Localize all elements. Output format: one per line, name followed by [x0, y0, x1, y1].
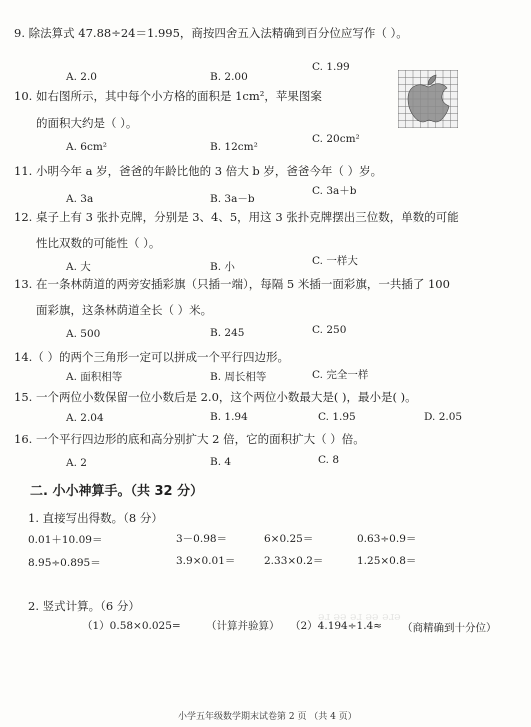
apple-grid-figure	[398, 70, 458, 128]
section-2-part2-heading: 2. 竖式计算。（6 分）	[28, 599, 140, 613]
section-2-title: 二. 小小神算手。（共 32 分）	[30, 484, 204, 499]
q9-option-b[interactable]: B. 2.00	[210, 71, 248, 83]
mental-calc-2-3: 2.33×0.2＝	[264, 555, 324, 567]
q10-option-b[interactable]: B. 12cm²	[210, 141, 258, 153]
q13-option-b[interactable]: B. 245	[210, 327, 245, 339]
q12-stem-line1: 12. 桌子上有 3 张扑克牌，分别是 3、4、5，用这 3 张扑克牌摆出三位数，单数的可能	[14, 210, 459, 224]
q9-option-c[interactable]: C. 1.99	[312, 61, 350, 73]
q13-stem-line1: 13. 在一条林荫道的两旁安插彩旗（只插一端），每隔 5 米插一面彩旗，一共插了 100	[14, 277, 450, 291]
mental-calc-1-4: 0.63÷0.9＝	[357, 533, 417, 545]
bleed-through-text: ǝɹ ǝǝ ǝɹ ǝǝ ǝɹǝ	[318, 610, 401, 623]
q9-stem: 9. 除法算式 47.88÷24＝1.995，商按四舍五入法精确到百分位应写作（ ）。	[14, 26, 408, 40]
q14-option-c[interactable]: C. 完全一样	[312, 369, 369, 381]
vertical-calc-2: （2）4.194÷1.4≈	[290, 620, 383, 632]
q10-option-c[interactable]: C. 20cm²	[312, 133, 360, 145]
q13-option-c[interactable]: C. 250	[312, 324, 347, 336]
q12-option-b[interactable]: B. 小	[210, 261, 235, 273]
q15-option-a[interactable]: A. 2.04	[66, 412, 104, 424]
q14-stem: 14.（ ）的两个三角形一定可以拼成一个平行四边形。	[14, 350, 289, 364]
q16-stem: 16. 一个平行四边形的底和高分别扩大 2 倍，它的面积扩大（ ）倍。	[14, 432, 365, 446]
q12-option-c[interactable]: C. 一样大	[312, 255, 358, 267]
q9-option-a[interactable]: A. 2.0	[66, 71, 97, 83]
q16-option-b[interactable]: B. 4	[210, 456, 232, 468]
q10-option-a[interactable]: A. 6cm²	[66, 141, 107, 153]
section-2-part1-heading: 1. 直接写出得数。（8 分）	[28, 511, 163, 525]
q13-option-a[interactable]: A. 500	[66, 328, 101, 340]
q11-option-c[interactable]: C. 3a＋b	[312, 185, 357, 197]
q15-option-c[interactable]: C. 1.95	[318, 411, 356, 423]
mental-calc-1-1: 0.01＋10.09＝	[28, 534, 103, 546]
q15-option-d[interactable]: D. 2.05	[424, 411, 463, 423]
q14-option-a[interactable]: A. 面积相等	[66, 371, 123, 383]
page-footer: 小学五年级数学期末试卷第 2 页 （共 4 页）	[178, 712, 357, 722]
q15-stem: 15. 一个两位小数保留一位小数后是 2.0，这个两位小数最大是( )，最小是( )。	[14, 390, 417, 404]
mental-calc-2-2: 3.9×0.01＝	[176, 555, 236, 567]
vertical-calc-1-note: （计算并验算）	[206, 620, 280, 632]
q16-option-a[interactable]: A. 2	[66, 457, 87, 469]
q13-stem-line2: 面彩旗，这条林荫道全长（ ）米。	[36, 303, 213, 317]
q15-option-b[interactable]: B. 1.94	[210, 411, 248, 423]
q12-stem-line2: 性比双数的可能性（ ）。	[36, 236, 161, 250]
mental-calc-2-1: 8.95÷0.895＝	[28, 557, 101, 569]
q12-option-a[interactable]: A. 大	[66, 261, 91, 273]
q11-stem: 11. 小明今年 a 岁，爸爸的年龄比他的 3 倍大 b 岁，爸爸今年（ ）岁。	[14, 164, 383, 178]
q10-stem-line2: 的面积大约是（ ）。	[36, 116, 138, 130]
mental-calc-1-2: 3－0.98＝	[176, 533, 228, 545]
q10-stem-line1: 10. 如右图所示，其中每个小方格的面积是 1cm²，苹果图案	[14, 89, 322, 103]
mental-calc-2-4: 1.25×0.8＝	[357, 555, 417, 567]
q14-option-b[interactable]: B. 周长相等	[210, 371, 267, 383]
q11-option-a[interactable]: A. 3a	[66, 193, 94, 205]
q16-option-c[interactable]: C. 8	[318, 454, 340, 466]
vertical-calc-1: （1）0.58×0.025=	[82, 620, 181, 632]
vertical-calc-2-note: （商精确到十分位）	[402, 622, 497, 634]
apple-shape	[408, 84, 449, 122]
q11-option-b[interactable]: B. 3a－b	[210, 193, 255, 205]
mental-calc-1-3: 6×0.25＝	[264, 533, 314, 545]
